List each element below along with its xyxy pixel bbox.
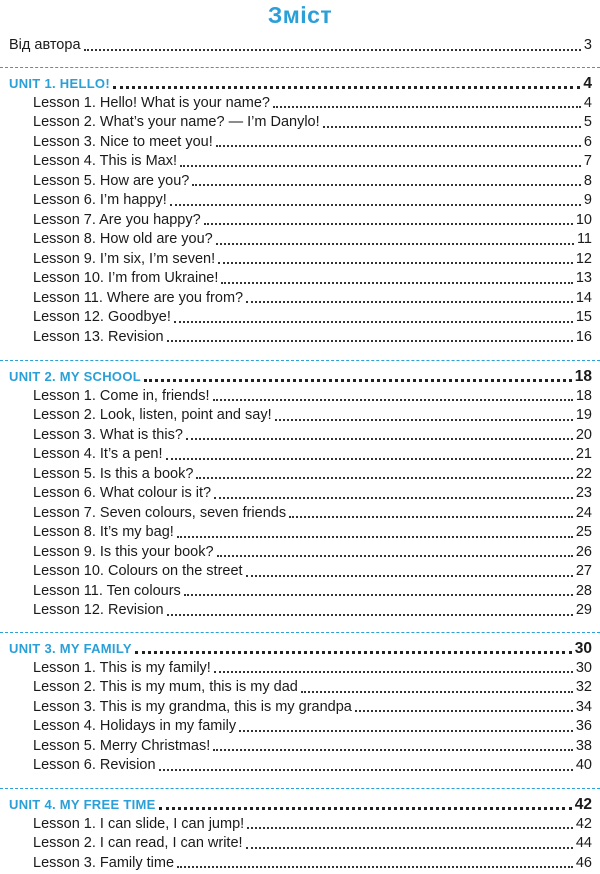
toc-unit-heading[interactable] [0,795,600,815]
toc-lesson-entry-page-number: 21 [575,446,592,462]
dot-leader [184,594,573,596]
dot-leader [84,49,581,51]
dot-leader [177,536,573,538]
toc-lesson-entry-title: Lesson 5. Is this a book? [33,465,194,482]
toc-lesson-entry-title: Lesson 5. How are you? [33,172,190,189]
toc-lesson-entry[interactable] [0,601,600,621]
toc-lesson-entry-page-number: 12 [575,250,592,267]
toc-lesson-entry-page-number: 26 [575,543,592,560]
toc-unit-heading-title: UNIT 3. MY FAMILY [9,641,132,656]
toc-lesson-entry[interactable] [0,328,600,348]
toc-lesson-entry[interactable] [0,191,600,211]
toc-lesson-entry-title: Lesson 5. Merry Christmas! [33,737,211,754]
toc-lesson-entry-title: Lesson 1. This is my family! [33,659,211,676]
dot-leader [167,340,573,342]
dot-leader [204,223,573,225]
toc-lesson-entry-title: Lesson 2. I can read, I can write! [33,835,243,851]
toc-lesson-entry[interactable] [0,211,600,231]
dot-leader [355,710,573,712]
toc-lesson-entry-page-number: 34 [575,698,592,715]
toc-lesson-entry-page-number: 25 [575,524,592,540]
toc-lesson-entry[interactable] [0,250,600,270]
toc-lesson-entry[interactable] [0,756,600,776]
toc-lesson-entry-title: Lesson 1. Hello! What is your name? [33,94,270,111]
dot-leader [246,575,573,577]
toc-lesson-entry-title: Lesson 2. Look, listen, point and say! [33,407,272,423]
dot-leader [192,184,581,186]
toc-lesson-entry-title: Lesson 8. It’s my bag! [33,524,174,540]
toc-lesson-entry-page-number: 22 [575,465,592,482]
dot-leader [273,106,581,108]
toc-lesson-entry-page-number: 15 [575,309,592,325]
dot-leader [213,749,573,751]
toc-entry-author-page-number: 3 [583,37,592,53]
toc-unit-heading-page-number: 42 [574,796,592,813]
toc-lesson-entry[interactable] [0,152,600,172]
toc-lesson-entry-page-number: 23 [575,485,592,501]
dot-leader [217,555,573,557]
toc-lesson-entry[interactable] [0,172,600,192]
dot-leader [246,301,573,303]
toc-lesson-entry-title: Lesson 11. Where are you from? [33,289,244,306]
toc-entry-author[interactable] [0,36,600,56]
toc-lesson-entry-page-number: 42 [575,815,592,832]
section-divider [0,632,600,633]
toc-lesson-entry-title: Lesson 9. Is this your book? [33,543,214,560]
toc-lesson-entry[interactable] [0,717,600,737]
section-divider [0,788,600,789]
toc-lesson-entry-page-number: 13 [575,270,592,286]
dot-leader [246,847,573,849]
toc-lesson-entry-title: Lesson 12. Goodbye! [33,309,171,325]
toc-lesson-entry-page-number: 14 [575,289,592,306]
toc-lesson-entry-page-number: 8 [583,172,592,189]
dot-leader [186,438,573,440]
toc-lesson-entry-title: Lesson 2. This is my mum, this is my dad [33,679,298,695]
toc-unit-heading[interactable] [0,367,600,387]
dot-leader [323,126,581,128]
toc-lesson-entry-page-number: 6 [583,133,592,150]
toc-lesson-entry[interactable] [0,543,600,563]
dot-leader [213,399,573,401]
dot-leader [221,282,573,284]
dot-leader [289,516,573,518]
toc-lesson-entry[interactable] [0,426,600,446]
toc-lesson-entry-page-number: 29 [575,602,592,618]
toc-entry-author-title: Від автора [9,37,81,53]
toc-lesson-entry[interactable] [0,698,600,718]
dot-leader [216,145,581,147]
toc-lesson-entry-title: Lesson 4. Holidays in my family [33,718,237,734]
toc-lesson-entry-page-number: 46 [575,854,592,871]
toc-lesson-entry[interactable] [0,504,600,524]
toc-lesson-entry[interactable] [0,113,600,133]
toc-lesson-entry[interactable] [0,445,600,465]
toc-lesson-entry[interactable] [0,133,600,153]
toc-lesson-entry-title: Lesson 3. This is my grandma, this is my grandpa [33,698,352,715]
toc-lesson-entry-page-number: 7 [583,153,592,169]
toc-lesson-entry-page-number: 32 [575,679,592,695]
toc-lesson-entry[interactable] [0,582,600,602]
toc-lesson-entry[interactable] [0,465,600,485]
toc-lesson-entry-page-number: 11 [576,231,592,247]
toc-lesson-entry-title: Lesson 4. This is Max! [33,153,177,169]
toc-lesson-entry-page-number: 16 [575,328,592,345]
toc-lesson-entry-page-number: 20 [575,426,592,443]
dot-leader [247,827,573,829]
toc-lesson-entry-page-number: 28 [575,582,592,599]
dot-leader [144,379,572,382]
toc-unit-heading-page-number: 4 [583,75,592,92]
dot-leader [167,614,573,616]
dot-leader [275,419,573,421]
toc-lesson-entry-title: Lesson 1. Come in, friends! [33,387,210,404]
toc-lesson-entry[interactable] [0,269,600,289]
dot-leader [216,243,574,245]
toc-lesson-entry-page-number: 30 [575,659,592,676]
toc-lesson-entry[interactable] [0,562,600,582]
toc-lesson-entry-title: Lesson 13. Revision [33,328,164,345]
toc-lesson-entry[interactable] [0,406,600,426]
toc-lesson-entry[interactable] [0,737,600,757]
toc-lesson-entry-title: Lesson 3. Nice to meet you! [33,133,213,150]
toc-lesson-entry-title: Lesson 6. I’m happy! [33,192,167,208]
dot-leader [196,477,572,479]
dot-leader [301,691,573,693]
toc-lesson-entry-page-number: 9 [583,192,592,208]
toc-unit-heading-title: UNIT 4. MY FREE TIME [9,797,156,812]
toc-lesson-entry-page-number: 27 [575,563,592,579]
dot-leader [159,769,573,771]
dot-leader [135,651,572,654]
toc-lesson-entry[interactable] [0,834,600,854]
toc-lesson-entry[interactable] [0,854,600,874]
toc-lesson-entry-page-number: 19 [575,407,592,423]
toc-lesson-entry[interactable] [0,659,600,679]
toc-lesson-entry[interactable] [0,230,600,250]
dot-leader [214,497,573,499]
dot-leader [166,458,573,460]
dot-leader [159,807,572,810]
dot-leader [113,86,580,89]
toc-lesson-entry[interactable] [0,289,600,309]
toc-lesson-entry-page-number: 10 [575,211,592,228]
toc-lesson-entry-page-number: 5 [583,114,592,130]
toc-lesson-entry-title: Lesson 3. What is this? [33,426,183,443]
toc-lesson-entry[interactable] [0,387,600,407]
toc-lesson-entry-title: Lesson 10. Colours on the street [33,563,243,579]
toc-lesson-entry-title: Lesson 7. Are you happy? [33,211,201,228]
toc-lesson-entry-title: Lesson 11. Ten colours [33,582,181,599]
toc-lesson-entry-title: Lesson 12. Revision [33,602,164,618]
toc-lesson-entry[interactable] [0,523,600,543]
toc-lesson-entry-title: Lesson 7. Seven colours, seven friends [33,504,287,521]
toc-lesson-entry-title: Lesson 4. It’s a pen! [33,446,163,462]
toc-unit-heading-page-number: 18 [574,368,592,385]
toc-unit-heading[interactable] [0,639,600,659]
dot-leader [214,671,573,673]
section-divider [0,360,600,361]
toc-lesson-entry-title: Lesson 1. I can slide, I can jump! [33,815,245,832]
toc-lesson-entry-page-number: 44 [575,835,592,851]
toc-unit-heading-title: UNIT 1. HELLO! [9,76,110,91]
dot-leader [174,321,573,323]
dot-leader [218,262,573,264]
dot-leader [177,866,573,868]
toc-lesson-entry-page-number: 18 [575,387,592,404]
toc-lesson-entry[interactable] [0,94,600,114]
toc-lesson-entry-title: Lesson 8. How old are you? [33,231,213,247]
toc-lesson-entry-title: Lesson 6. Revision [33,757,156,773]
section-divider [0,67,600,68]
toc-lesson-entry[interactable] [0,678,600,698]
toc-lesson-entry-title: Lesson 3. Family time [33,854,175,871]
toc-lesson-entry-page-number: 40 [575,757,592,773]
toc-lesson-entry-title: Lesson 9. I’m six, I’m seven! [33,250,216,267]
toc-lesson-entry-title: Lesson 6. What colour is it? [33,485,212,501]
toc-unit-heading-page-number: 30 [574,640,592,657]
page-title: Зміст [267,2,333,28]
toc-lesson-entry-title: Lesson 10. I’m from Ukraine! [33,270,219,286]
toc-lesson-entry[interactable] [0,815,600,835]
toc-lesson-entry-page-number: 36 [575,718,592,734]
toc-lesson-entry[interactable] [0,308,600,328]
dot-leader [170,204,581,206]
toc-unit-heading-title: UNIT 2. MY SCHOOL [9,369,141,384]
toc-unit-heading[interactable] [0,74,600,94]
toc-lesson-entry-page-number: 38 [575,737,592,754]
dot-leader [239,730,573,732]
toc-lesson-entry-page-number: 24 [575,504,592,521]
dot-leader [180,165,581,167]
toc-lesson-entry[interactable] [0,484,600,504]
toc-lesson-entry-page-number: 4 [583,94,592,111]
toc-lesson-entry-title: Lesson 2. What’s your name? — I’m Danylo! [33,114,320,130]
